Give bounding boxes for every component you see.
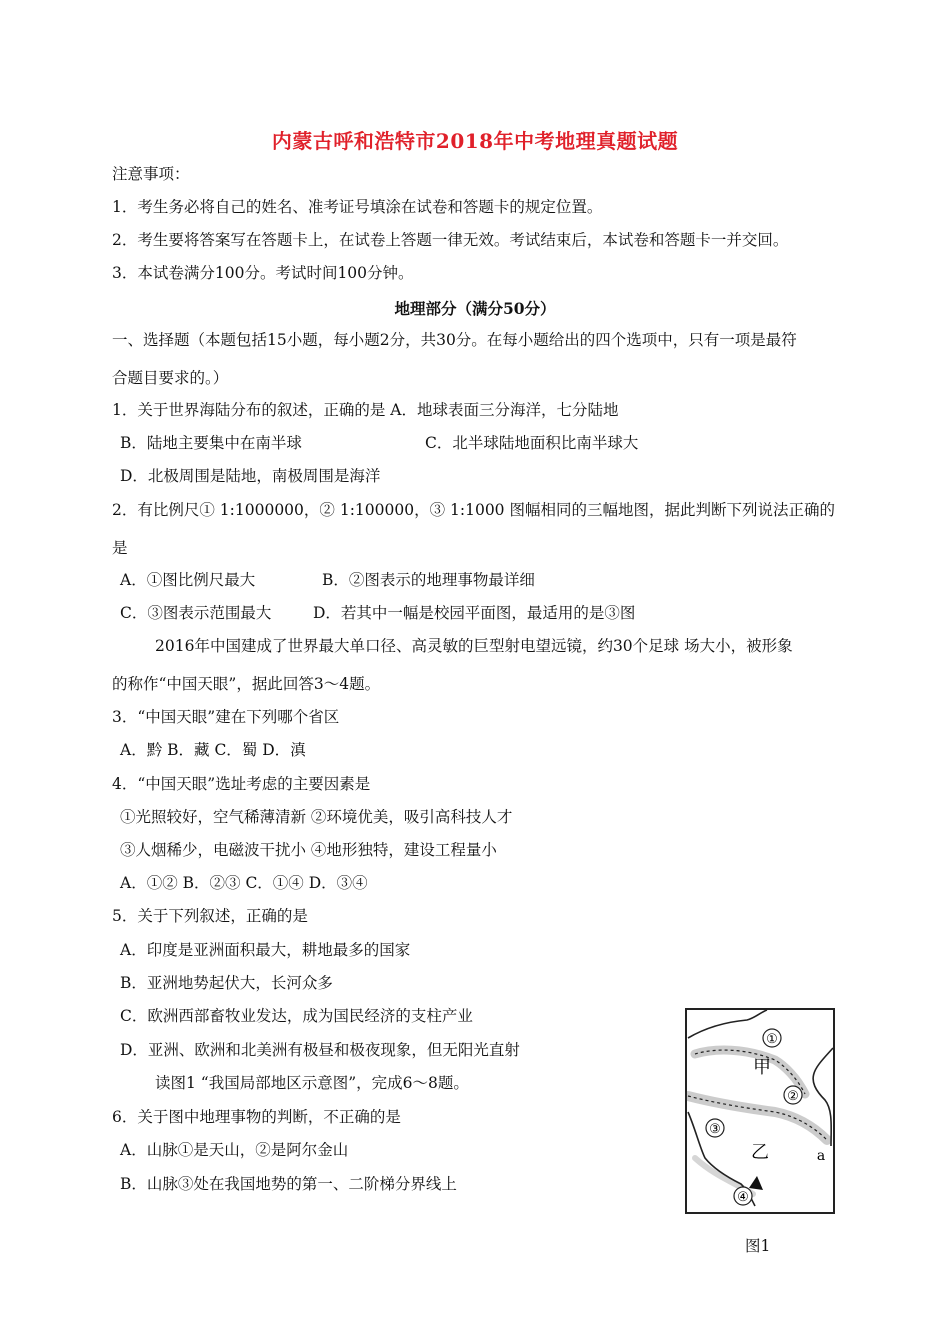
q2-stem-line2: 是	[112, 539, 128, 557]
part1-intro-line2: 合题目要求的。）	[112, 369, 229, 387]
notice-heading: 注意事项：	[112, 165, 190, 183]
q3-stem: 3．“中国天眼”建在下列哪个省区	[112, 708, 340, 726]
part1-intro-line1: 一、选择题（本题包括15小题，每小题2分，共30分。在每小题给出的四个选项中，只有一项是最符	[112, 331, 797, 349]
q2-option-b: B．②图表示的地理事物最详细	[322, 571, 535, 589]
section-title: 地理部分（满分50分）	[394, 299, 556, 318]
label-jia: 甲	[753, 1057, 771, 1078]
q6-option-a: A．山脉①是天山，②是阿尔金山	[120, 1141, 349, 1159]
notice-item-1: 1．考生务必将自己的姓名、准考证号填涂在试卷和答题卡的规定位置。	[112, 198, 603, 216]
marker-3: ③	[709, 1122, 721, 1137]
marker-2: ②	[787, 1089, 799, 1104]
q6-option-b: B．山脉③处在我国地势的第一、二阶梯分界线上	[120, 1175, 457, 1193]
q4-factors-line2: ③人烟稀少，电磁波干扰小 ④地形独特，建设工程量小	[120, 841, 497, 859]
q5-stem: 5．关于下列叙述，正确的是	[112, 907, 308, 925]
q1-option-d: D．北极周围是陆地，南极周围是海洋	[120, 467, 381, 485]
q2-stem-line1: 2．有比例尺① 1:1000000，② 1:100000，③ 1:1000 图幅相同的三幅地图，据此判断下列说法正确的	[112, 501, 835, 519]
q4-options: A．①② B．②③ C．①④ D．③④	[120, 874, 368, 892]
q5-option-b: B．亚洲地势起伏大，长河众多	[120, 974, 333, 992]
marker-4: ④	[737, 1190, 749, 1205]
read-figure-instruction: 读图1 “我国局部地区示意图”，完成6～8题。	[155, 1074, 469, 1092]
q1-option-b: B．陆地主要集中在南半球	[120, 434, 302, 452]
q5-option-a: A．印度是亚洲面积最大，耕地最多的国家	[120, 941, 411, 959]
q4-stem: 4．“中国天眼”选址考虑的主要因素是	[112, 775, 371, 793]
label-yi: 乙	[751, 1142, 769, 1163]
passage-line2: 的称作“中国天眼”，据此回答3～4题。	[112, 675, 381, 693]
notice-item-2: 2．考生要将答案写在答题卡上，在试卷上答题一律无效。考试结束后，本试卷和答题卡一并交回。	[112, 231, 789, 249]
q5-option-c: C．欧洲西部畜牧业发达，成为国民经济的支柱产业	[120, 1007, 473, 1025]
passage-line1: 2016年中国建成了世界最大单口径、高灵敏的巨型射电望远镜，约30个足球 场大小，被形象	[155, 637, 793, 655]
label-a: a	[816, 1148, 826, 1164]
q1-option-c: C．北半球陆地面积比南半球大	[425, 434, 639, 452]
marker-1: ①	[766, 1032, 778, 1047]
q6-stem: 6．关于图中地理事物的判断，不正确的是	[112, 1108, 401, 1126]
q2-option-d: D．若其中一幅是校园平面图，最适用的是③图	[313, 604, 636, 622]
figure-caption: 图1	[745, 1237, 771, 1255]
q2-option-c: C．③图表示范围最大	[120, 604, 272, 622]
q2-option-a: A．①图比例尺最大	[120, 571, 256, 589]
page-title: 内蒙古呼和浩特市2018年中考地理真题试题	[271, 129, 679, 153]
q3-options: A．黔 B．藏 C．蜀 D．滇	[120, 741, 306, 759]
china-region-map	[685, 1008, 835, 1214]
q5-option-d: D．亚洲、欧洲和北美洲有极昼和极夜现象，但无阳光直射	[120, 1041, 520, 1059]
q1-stem: 1．关于世界海陆分布的叙述，正确的是 A．地球表面三分海洋，七分陆地	[112, 401, 619, 419]
notice-item-3: 3．本试卷满分100分。考试时间100分钟。	[112, 264, 414, 282]
q4-factors-line1: ①光照较好，空气稀薄清新 ②环境优美，吸引高科技人才	[120, 808, 513, 826]
